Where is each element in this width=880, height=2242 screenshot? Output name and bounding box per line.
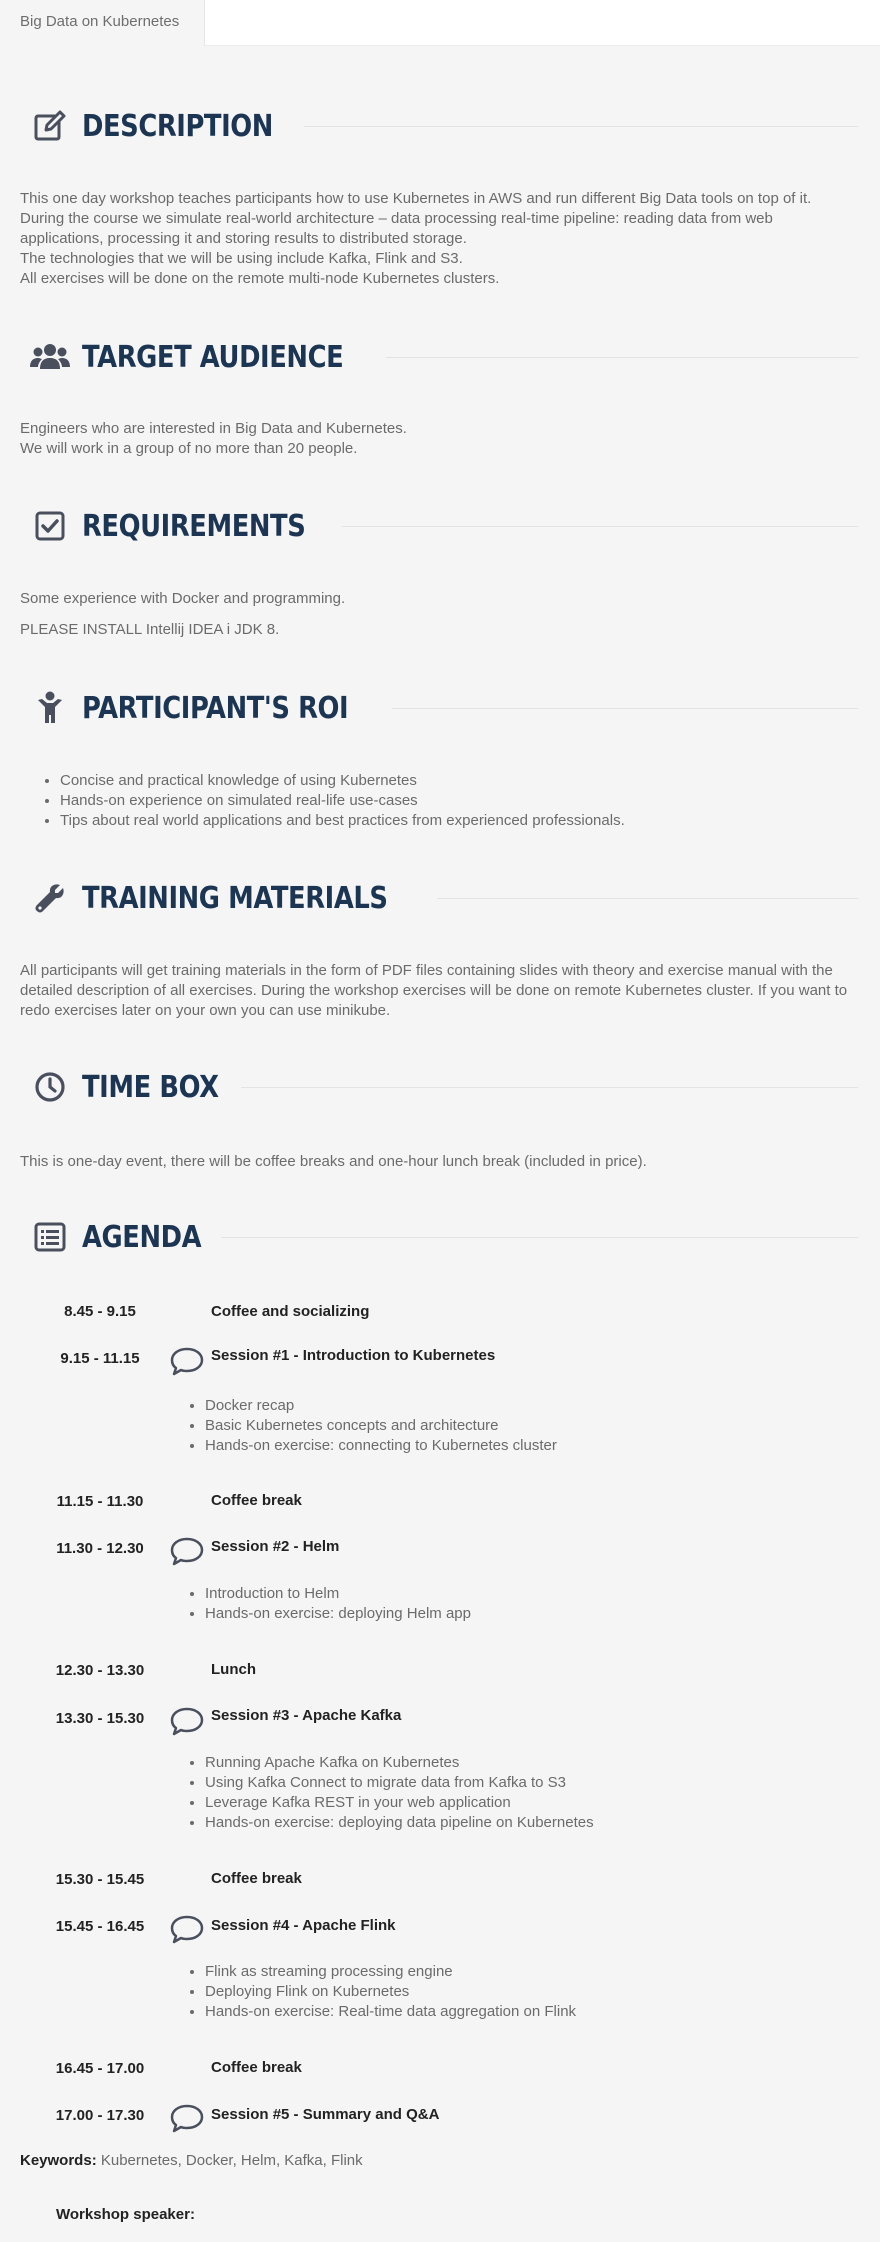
- description-title: DESCRIPTION: [82, 108, 273, 144]
- section-materials-header: [28, 876, 858, 920]
- audience-title: TARGET AUDIENCE: [82, 339, 344, 375]
- clock-icon: [28, 1065, 72, 1109]
- session-topics: [205, 1584, 471, 1624]
- section-description-header: [28, 104, 858, 148]
- agenda-time: 11.30 - 12.30: [56, 1540, 144, 1557]
- materials-text: All participants will get training materials in the form of PDF files containing slides with theory and exercise manual with the detailed description of all exercises. During the workshop exercises will be done on remote Kubernetes cluster. If you want to redo exercises later on your own you can use minikube.: [20, 962, 848, 1019]
- section-rule: [241, 1087, 858, 1088]
- agenda-item-title: Lunch: [211, 1661, 256, 1678]
- list-item: • Hands-on exercise: deploying Helm app: [205, 1604, 471, 1624]
- list-item: • Running Apache Kafka on Kubernetes: [205, 1753, 594, 1773]
- audience-text: [20, 419, 860, 459]
- list-item: • Hands-on experience on simulated real-life use-cases: [60, 791, 625, 811]
- agenda-item-title: Session #3 - Apache Kafka: [211, 1707, 402, 1724]
- session-topics: [205, 1396, 557, 1456]
- section-rule: [221, 1237, 858, 1238]
- list-item: • Leverage Kafka REST in your web application: [205, 1793, 594, 1813]
- audience-line: We will work in a group of no more than 20 people.: [20, 440, 358, 457]
- wrench-icon: [28, 876, 72, 920]
- comment-icon: [170, 1706, 204, 1736]
- agenda-time: 15.30 - 15.45: [55, 1871, 145, 1888]
- agenda-time: 8.45 - 9.15: [64, 1303, 136, 1320]
- description-text: [20, 189, 860, 289]
- keywords: [20, 2152, 363, 2169]
- agenda-time: 12.30 - 13.30: [55, 1662, 145, 1679]
- workshop-speaker-label: Workshop speaker:: [56, 2206, 195, 2223]
- roi-title: PARTICIPANT'S ROI: [82, 690, 349, 726]
- section-rule: [392, 708, 858, 709]
- session-topics: [205, 1962, 576, 2022]
- agenda-time: 17.00 - 17.30: [55, 2107, 145, 2124]
- timebox-text: This is one-day event, there will be coffee breaks and one-hour lunch break (included in price).: [20, 1153, 647, 1170]
- audience-line: Engineers who are interested in Big Data and Kubernetes.: [20, 420, 407, 437]
- requirements-title: REQUIREMENTS: [82, 508, 306, 544]
- section-audience-header: [28, 335, 858, 379]
- section-roi-header: [28, 686, 858, 730]
- list-item: • Hands-on exercise: deploying data pipeline on Kubernetes: [205, 1813, 594, 1833]
- description-line: During the course we simulate real-world architecture – data processing real-time pipeline: reading data from web applications, processing it and storing results to distributed storage.: [20, 210, 773, 247]
- description-line: The technologies that we will be using include Kafka, Flink and S3.: [20, 250, 463, 267]
- comment-icon: [170, 1346, 204, 1376]
- list-item: • Concise and practical knowledge of using Kubernetes: [60, 771, 625, 791]
- materials-title: TRAINING MATERIALS: [82, 880, 388, 916]
- list-item: • Flink as streaming processing engine: [205, 1962, 576, 1982]
- section-rule: [304, 126, 858, 127]
- list-item: • Introduction to Helm: [205, 1584, 471, 1604]
- agenda-time: 16.45 - 17.00: [55, 2060, 145, 2077]
- checkbox-icon: [28, 504, 72, 548]
- session-topics: [205, 1753, 594, 1833]
- list-item: • Basic Kubernetes concepts and architecture: [205, 1416, 557, 1436]
- section-timebox-header: [28, 1065, 858, 1109]
- list-item: • Hands-on exercise: Real-time data aggregation on Flink: [205, 2002, 576, 2022]
- agenda-time: 15.45 - 16.45: [55, 1918, 145, 1935]
- requirements-line-1: Some experience with Docker and programming.: [20, 590, 346, 607]
- agenda-title: AGENDA: [82, 1219, 202, 1255]
- agenda-item-title: Coffee break: [211, 1492, 302, 1509]
- tab-divider: [205, 45, 880, 46]
- list-item: • Docker recap: [205, 1396, 557, 1416]
- edit-icon: [28, 104, 72, 148]
- requirements-line-2: PLEASE INSTALL Intellij IDEA i JDK 8.: [20, 621, 280, 638]
- section-rule: [386, 357, 858, 358]
- agenda-time: 9.15 - 11.15: [60, 1350, 140, 1367]
- keywords-label: Keywords:: [20, 2152, 97, 2169]
- section-rule: [342, 526, 858, 527]
- tab-bar: [0, 0, 880, 46]
- list-item: • Using Kafka Connect to migrate data from Kafka to S3: [205, 1773, 594, 1793]
- agenda-item-title: Session #4 - Apache Flink: [211, 1917, 396, 1934]
- agenda-item-title: Coffee break: [211, 1870, 302, 1887]
- section-rule: [437, 898, 858, 899]
- comment-icon: [170, 2103, 204, 2133]
- agenda-item-title: Session #1 - Introduction to Kubernetes: [211, 1347, 496, 1364]
- section-requirements-header: [28, 504, 858, 548]
- agenda-item-title: Session #5 - Summary and Q&A: [211, 2106, 440, 2123]
- description-line: All exercises will be done on the remote multi-node Kubernetes clusters.: [20, 270, 500, 287]
- list-item: • Deploying Flink on Kubernetes: [205, 1982, 576, 2002]
- list-alt-icon: [28, 1215, 72, 1259]
- list-item: • Tips about real world applications and best practices from experienced professionals.: [60, 811, 625, 831]
- timebox-title: TIME BOX: [82, 1069, 219, 1105]
- tab-big-data-on-kubernetes[interactable]: Big Data on Kubernetes: [0, 0, 205, 46]
- agenda-item-title: Session #2 - Helm: [211, 1538, 340, 1555]
- section-agenda-header: [28, 1215, 858, 1259]
- agenda-time: 11.15 - 11.30: [56, 1493, 144, 1510]
- comment-icon: [170, 1914, 204, 1944]
- users-icon: [28, 335, 72, 379]
- roi-list: [60, 771, 625, 831]
- agenda-item-title: Coffee break: [211, 2059, 302, 2076]
- agenda-time: 13.30 - 15.30: [55, 1710, 145, 1727]
- keywords-value: Kubernetes, Docker, Helm, Kafka, Flink: [100, 2152, 363, 2169]
- list-item: • Hands-on exercise: connecting to Kubernetes cluster: [205, 1436, 557, 1456]
- description-line: This one day workshop teaches participants how to use Kubernetes in AWS and run different Big Data tools on top of it.: [20, 190, 812, 207]
- agenda-item-title: Coffee and socializing: [211, 1303, 370, 1320]
- comment-icon: [170, 1536, 204, 1566]
- child-icon: [28, 686, 72, 730]
